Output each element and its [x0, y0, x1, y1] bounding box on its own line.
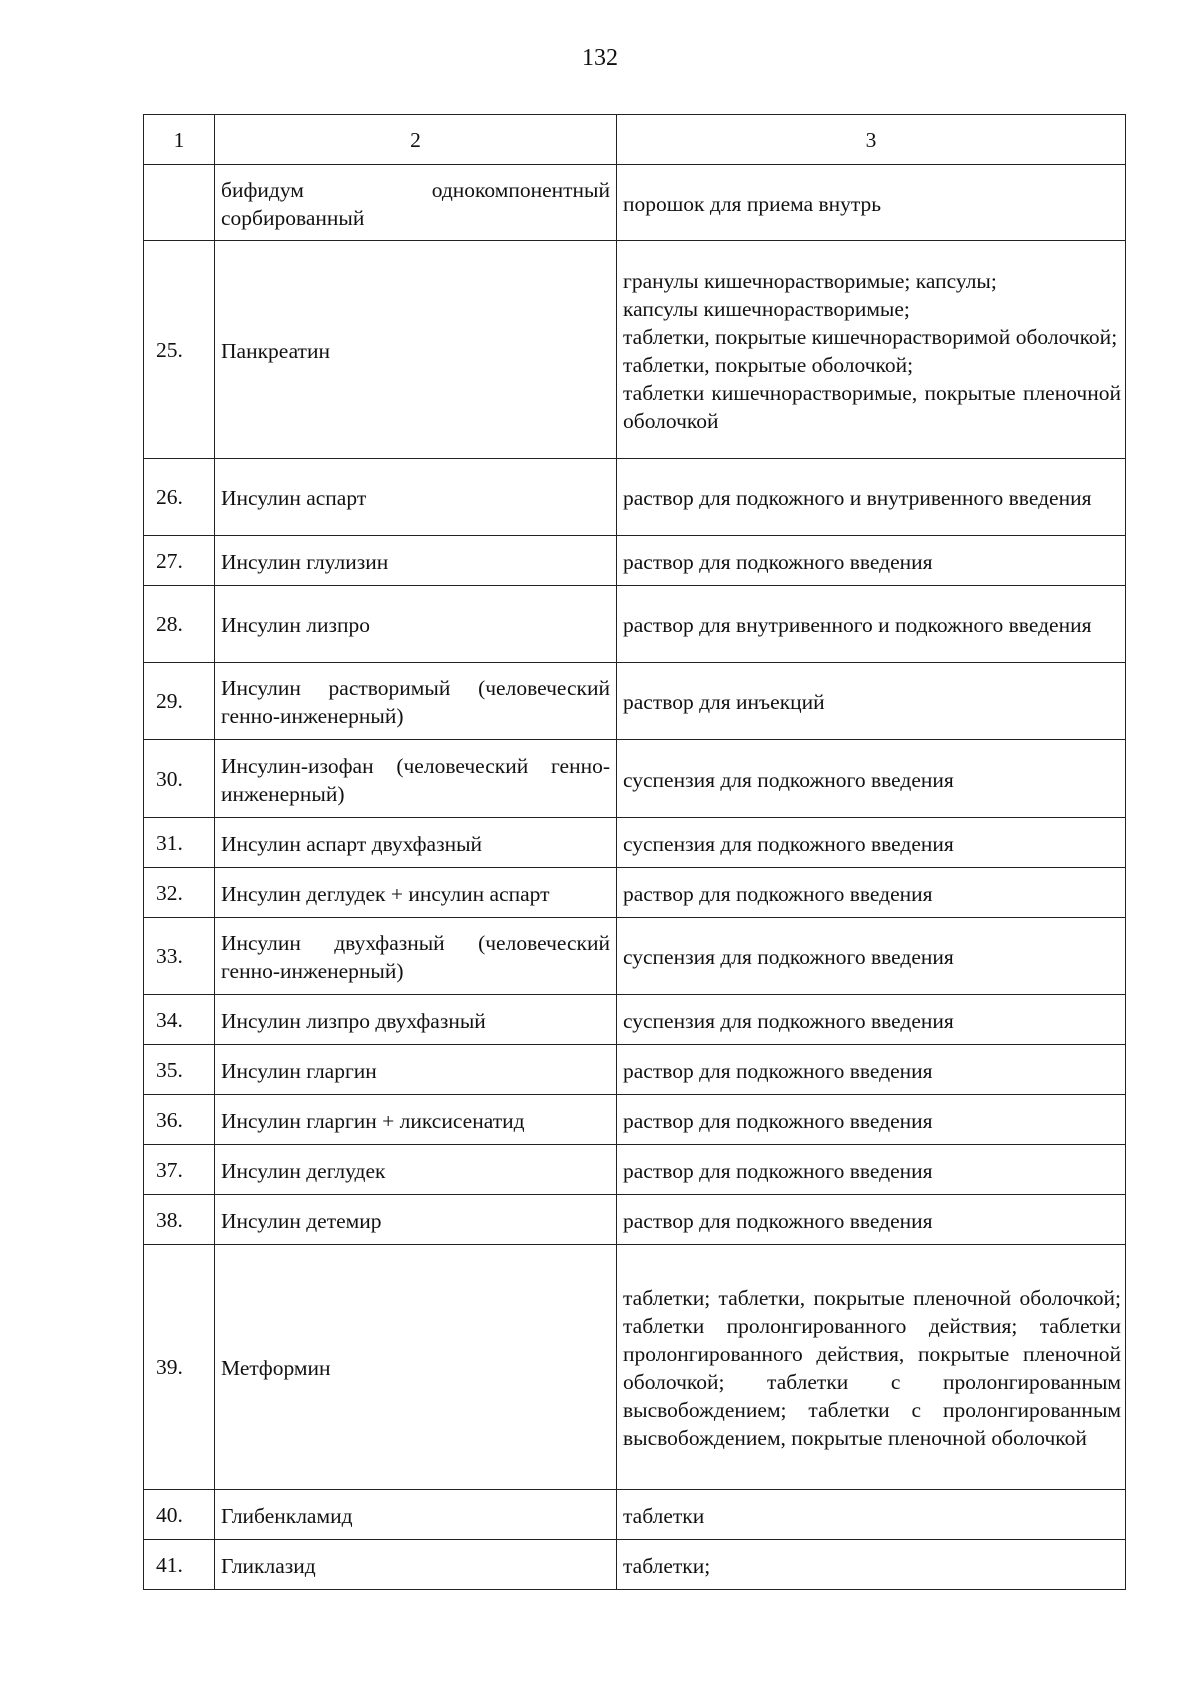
drug-name: бифидум однокомпонентный сорбированный [215, 165, 617, 241]
table-row [144, 918, 1126, 995]
table-row [144, 1245, 1126, 1490]
drug-name: Инсулин глулизин [215, 536, 617, 586]
drug-name: Инсулин аспарт [215, 459, 617, 536]
dosage-forms [617, 1245, 1126, 1490]
row-number: 29. [144, 663, 215, 740]
table-row [144, 1045, 1126, 1095]
table-row [144, 536, 1126, 586]
dosage-form-line: раствор для подкожного введения [623, 1208, 933, 1233]
table-row [144, 995, 1126, 1045]
table-header-row [144, 115, 1126, 165]
drug-name: Инсулин гларгин [215, 1045, 617, 1095]
dosage-form-line: раствор для подкожного введения [623, 1108, 933, 1133]
table-row [144, 1095, 1126, 1145]
dosage-forms [617, 1540, 1126, 1590]
drug-name: Инсулин лизпро [215, 586, 617, 663]
dosage-form-line: гранулы кишечнорастворимые; капсулы; [623, 268, 997, 293]
row-number: 40. [144, 1490, 215, 1540]
drug-name: Инсулин деглудек [215, 1145, 617, 1195]
dosage-forms [617, 818, 1126, 868]
dosage-form-line: таблетки, покрытые кишечнорастворимой оболочкой; [623, 324, 1118, 349]
row-number: 39. [144, 1245, 215, 1490]
dosage-form-line: раствор для подкожного введения [623, 881, 933, 906]
dosage-forms [617, 241, 1126, 459]
dosage-forms [617, 165, 1126, 241]
dosage-form-line: суспензия для подкожного введения [623, 767, 954, 792]
row-number: 30. [144, 740, 215, 818]
column-header: 2 [215, 115, 617, 165]
row-number: 37. [144, 1145, 215, 1195]
table-body [144, 115, 1126, 1590]
table-row [144, 586, 1126, 663]
drug-name: Инсулин гларгин + ликсисенатид [215, 1095, 617, 1145]
drug-name: Инсулин-изофан (человеческий генно-инженерный) [215, 740, 617, 818]
row-number: 33. [144, 918, 215, 995]
row-number: 38. [144, 1195, 215, 1245]
table-row [144, 740, 1126, 818]
dosage-forms [617, 868, 1126, 918]
dosage-form-line: порошок для приема внутрь [623, 191, 882, 216]
table-row [144, 1540, 1126, 1590]
dosage-forms [617, 918, 1126, 995]
column-header: 3 [617, 115, 1126, 165]
dosage-form-line: раствор для подкожного введения [623, 1158, 933, 1183]
table-row [144, 868, 1126, 918]
row-number: 34. [144, 995, 215, 1045]
dosage-form-line: раствор для внутривенного и подкожного введения [623, 613, 1092, 637]
dosage-forms [617, 1095, 1126, 1145]
drug-table [143, 114, 1126, 1590]
row-number: 26. [144, 459, 215, 536]
dosage-form-line: раствор для подкожного введения [623, 1058, 933, 1083]
row-number: 27. [144, 536, 215, 586]
dosage-form-line: таблетки; [623, 1553, 711, 1578]
dosage-forms [617, 459, 1126, 536]
dosage-form-line: капсулы кишечнорастворимые; [623, 296, 910, 321]
column-header: 1 [144, 115, 215, 165]
drug-name: Инсулин двухфазный (человеческий генно-инженерный) [215, 918, 617, 995]
table-row [144, 818, 1126, 868]
table-row [144, 459, 1126, 536]
row-number: 28. [144, 586, 215, 663]
dosage-form-line: суспензия для подкожного введения [623, 945, 954, 969]
dosage-forms [617, 536, 1126, 586]
dosage-form-line: таблетки [623, 1503, 705, 1528]
row-number: 31. [144, 818, 215, 868]
dosage-forms [617, 740, 1126, 818]
dosage-form-line: суспензия для подкожного введения [623, 1008, 954, 1033]
page-number: 132 [582, 45, 618, 71]
drug-name: Панкреатин [215, 241, 617, 459]
drug-name: Инсулин растворимый (человеческий генно-инженерный) [215, 663, 617, 740]
row-number: 36. [144, 1095, 215, 1145]
drug-name: Инсулин аспарт двухфазный [215, 818, 617, 868]
table-row [144, 663, 1126, 740]
row-number [144, 165, 215, 241]
table-row [144, 241, 1126, 459]
dosage-forms [617, 1195, 1126, 1245]
drug-name: Гликлазид [215, 1540, 617, 1590]
dosage-form-line: раствор для подкожного введения [623, 549, 933, 574]
table-row [144, 1145, 1126, 1195]
dosage-form-line: суспензия для подкожного введения [623, 831, 954, 856]
drug-name: Инсулин лизпро двухфазный [215, 995, 617, 1045]
dosage-form-line: таблетки кишечнорастворимые, покрытые пленочной оболочкой [623, 380, 1121, 433]
dosage-form-line: раствор для инъекций [623, 690, 825, 714]
drug-name: Метформин [215, 1245, 617, 1490]
row-number: 41. [144, 1540, 215, 1590]
table-row [144, 165, 1126, 241]
dosage-forms [617, 1490, 1126, 1540]
dosage-forms [617, 995, 1126, 1045]
dosage-form-line: раствор для подкожного и внутривенного введения [623, 486, 1092, 510]
drug-name: Глибенкламид [215, 1490, 617, 1540]
dosage-forms [617, 586, 1126, 663]
table-row [144, 1195, 1126, 1245]
drug-name: Инсулин детемир [215, 1195, 617, 1245]
dosage-forms [617, 1145, 1126, 1195]
drug-name: Инсулин деглудек + инсулин аспарт [215, 868, 617, 918]
row-number: 25. [144, 241, 215, 459]
dosage-form-line: таблетки, покрытые оболочкой; [623, 352, 914, 377]
row-number: 32. [144, 868, 215, 918]
dosage-forms [617, 663, 1126, 740]
dosage-form-line: таблетки; таблетки, покрытые пленочной оболочкой; таблетки пролонгированного действия; таблетки пролонгированного действия, покрытые пленочной оболочкой; таблетки с пролонгированным высвобождением; таблетки с пролонгированным высвобождением, покрытые пленочной оболочкой [623, 1286, 1121, 1450]
table-row [144, 1490, 1126, 1540]
row-number: 35. [144, 1045, 215, 1095]
dosage-forms [617, 1045, 1126, 1095]
